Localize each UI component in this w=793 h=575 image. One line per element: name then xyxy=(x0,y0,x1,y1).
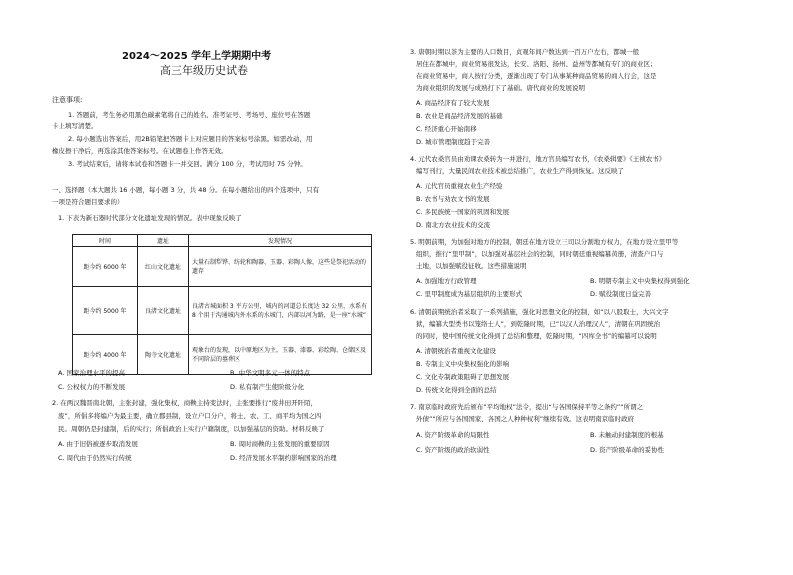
table-cell: 距今约 6000 年 xyxy=(73,247,138,287)
question-5-line: 土地，以加强赋役征收。这些措施说明 xyxy=(416,262,527,270)
question-3-line: 在商业贸易中，商人按行分类，逐渐出现了专门从事某种商品贸易的商人行会，这是 xyxy=(416,72,657,80)
table-row xyxy=(73,287,372,335)
option-a: A. 元代官员重视农业生产经验 xyxy=(416,182,503,190)
option-a: A. 商品经济有了较大发展 xyxy=(416,99,490,107)
option-d: D. 经济发展水平制约影响国家的治理 xyxy=(230,454,337,462)
option-a: A. 加强地方行政管理 xyxy=(416,277,477,285)
table-header: 遗址 xyxy=(138,235,189,247)
table-cell: 红山文化遗址 xyxy=(138,247,189,287)
option-d: D. 传统文化得到全面的总结 xyxy=(416,386,497,394)
question-1-table xyxy=(72,234,372,375)
question-3-line: 3. 唐朝时期以茶为主要的人口数目，贞观年间户数达到一百万户左右，都城一般 xyxy=(410,48,640,56)
table-cell: 陶寺文化遗址 xyxy=(138,335,189,375)
option-a: A. 清朝统治者重视文化建设 xyxy=(416,347,496,355)
question-2-line: 民。周朝仍是封建制，后的实行；所倡政治上实行户籍制度，以加强基层的资助。材料反映了 xyxy=(58,425,325,433)
table-cell: 距今约 4000 年 xyxy=(73,335,138,375)
option-d: D. 私有制产生使阶级分化 xyxy=(230,383,305,391)
option-b: B. 周时商鞅的主张发展的重要原因 xyxy=(230,440,330,448)
option-c: C. 经济重心开始南移 xyxy=(416,125,477,133)
option-b: B. 专制主义中央集权强化的影响 xyxy=(416,360,510,368)
table-cell: 观象台的发现，以中原地区为主，玉器、漆器、彩绘陶、仓储区及不同阶层的墓葬区 xyxy=(189,335,372,375)
section-intro: 一、选择题（本大题共 16 小题，每小题 3 分，共 48 分。在每小题给出的四个选项中，只有 xyxy=(52,186,320,194)
option-a: A. 资产阶级革命的局限性 xyxy=(416,431,490,439)
question-5-line: 5. 明朝前期，为加强对地方的控制，朝廷在地方设立三司以分割地方权力，在地方设立里甲等 xyxy=(410,238,679,246)
option-a: A. 由于旧俗被逐步取消发展 xyxy=(58,440,138,448)
table-header: 时间 xyxy=(73,235,138,247)
exam-subtitle: 高三年级历史试卷 xyxy=(160,64,248,77)
table-cell: 良渚古城面积 3 平方公里，城内的河道总长度达 32 公里，水系有 8 个用于沟通城内外水系的水城门，内部以河为路，是一座“水城” xyxy=(189,287,372,335)
option-c: C. 公权权力的不断发展 xyxy=(58,383,126,391)
question-5-line: 组织，推行“里甲制”，以加强对基层社会的控制，同时朝廷重视编纂黄册，清查户口与 xyxy=(416,250,664,258)
option-c: C. 资产阶级的政治软弱性 xyxy=(416,446,490,454)
option-d: D. 城市管理制度趋于完善 xyxy=(416,138,491,146)
table-row xyxy=(73,247,372,287)
question-6-line: 狱，编纂大型类书以笼络士人”，到乾隆时期，已“以汉人治理汉人”，清朝在巩固统治 xyxy=(416,320,661,328)
table-cell: 距今约 5000 年 xyxy=(73,287,138,335)
option-b: B. 农书与劝农文书的发展 xyxy=(416,195,490,203)
option-b: B. 农业是商品经济发展的基础 xyxy=(416,112,503,120)
table-cell: 良渚文化遗址 xyxy=(138,287,189,335)
option-b: B. 未触动封建制度的根基 xyxy=(590,431,664,439)
question-2-line: 2. 在两汉魏晋南北朝，主张封建，强化集权，商鞅主持变法时，主张要推行“废井田开阡陌， xyxy=(52,399,318,407)
question-3-line: 居住在都城中，商业贸易很发达，长安、洛阳、扬州、益州等都城有专门的商业区； xyxy=(416,60,657,68)
option-b: B. 中华文明多元一体的特点 xyxy=(230,369,311,377)
question-2-line: 废”，所倡多将编户为最主要，确立郡县制，设立户口分户，将士、农、工、商平均为国之四 xyxy=(58,412,322,420)
option-c: C. 文化专制政策阻碍了思想发展 xyxy=(416,373,510,381)
question-3-line: 为商业组织的发展与成熟打下了基础。唐代商业的发展说明 xyxy=(416,84,585,92)
table-header: 发现情况 xyxy=(189,235,372,247)
question-6-line: 的同时，使中国传统文化得到了总结和整理，乾隆时期，“四库全书”的编纂可以说明 xyxy=(416,332,657,340)
table-header-row xyxy=(73,235,372,247)
question-1-stem: 1. 下表为新石器时代部分文化遗址发现的情况。表中现象反映了 xyxy=(58,214,242,222)
option-d: D. 赋役制度日益完善 xyxy=(590,290,652,298)
notes-line: 卡上填写清楚。 xyxy=(52,122,98,130)
option-d: D. 南北方农业技术的交流 xyxy=(416,221,491,229)
notes-heading: 注意事项: xyxy=(52,96,83,104)
question-6-line: 6. 清朝前期统治者采取了一系列措施，强化对思想文化的控制，如“以八股取士，大兴文字 xyxy=(410,308,669,316)
option-c: C. 周代由于仍然实行传统 xyxy=(58,454,132,462)
question-7-line: 外债”“所应与各国国家、各国之人种种权利”继续有效。这表明南京临时政府 xyxy=(416,415,635,423)
option-c: C. 多民族统一国家的巩固和发展 xyxy=(416,208,510,216)
table-cell: 大量石制犁铧、纺轮和陶器、玉器、彩陶人像，这些是祭祀活动的遗存 xyxy=(189,247,372,287)
notes-line: 橡皮擦干净后，再选涂其他答案标号。在试题卷上作答无效。 xyxy=(52,147,228,155)
option-c: C. 里甲制度成为基层组织的主要形式 xyxy=(416,290,523,298)
option-b: B. 明朝专制主义中央集权得到强化 xyxy=(590,277,690,285)
notes-line: 2. 每小题选出答案后，用2B铅笔把答题卡上对应题目的答案标号涂黑。如需改动，用 xyxy=(68,135,313,143)
option-a: A. 国家治理水平的提高 xyxy=(58,369,125,377)
section-intro: 一项是符合题目要求的） xyxy=(52,198,124,206)
question-4-line: 4. 元代农桑官员由劝课农桑转为一并进行，地方官员编写农书，《农桑辑要》《王祯农书》 xyxy=(410,155,666,163)
question-7-line: 7. 南京临时政府先后颁布“平均地权”法令，提出“与各国保持平等之条约”“所谓之 xyxy=(410,403,644,411)
option-d: D. 资产阶级革命的妥协性 xyxy=(590,446,665,454)
notes-line: 1. 答题前，考生务必用黑色碳素笔将自己的姓名、准考证号、考场号、座位号在答题 xyxy=(68,111,311,119)
exam-title: 2024～2025 学年上学期期中考 xyxy=(122,51,272,62)
question-4-line: 编写刊行，大量民间农业技术被总结推广，农业生产得到恢复。这反映了 xyxy=(416,167,624,175)
notes-line: 3. 考试结束后，请将本试卷和答题卡一并交回。满分 100 分，考试用时 75 分钟。 xyxy=(68,160,307,168)
